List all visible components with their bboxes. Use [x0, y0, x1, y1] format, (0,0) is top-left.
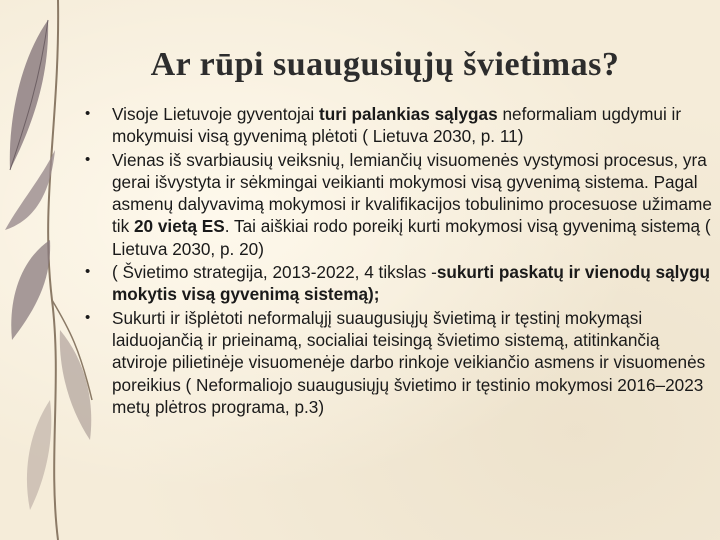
list-item: • Vienas iš svarbiausių veiksnių, lemiančių visuomenės vystymosi procesus, yra gerai išvystyta ir sėkmingai veikianti mokymosi visą gyvenimą sistema. Pagal asmenų dalyvavimą mokymosi ir kvalifikacijos tobulinimo procesuose užimame tik 20 vietą ES. Tai aiškiai rodo poreikį kurti mokymosi visą gyvenimą sistemą ( Lietuva 2030, p. 20) — [85, 149, 712, 259]
emphasis: sukurti paskatų ir vienodų sąlygų mokytis visą gyvenimą sistemą); — [112, 262, 710, 305]
list-item: • ( Švietimo strategija, 2013-2022, 4 tikslas -sukurti paskatų ir vienodų sąlygų mokytis visą gyvenimą sistemą); — [85, 262, 710, 305]
bullet-glyph: • — [85, 263, 91, 281]
bullet-glyph: • — [85, 308, 91, 326]
emphasis: turi palankias sąlygas — [319, 104, 498, 124]
list-item: • Visoje Lietuvoje gyventojai turi palankias sąlygas neformaliam ugdymui ir mokymuisi visą gyvenimą plėtoti ( Lietuva 2030, p. 11) — [85, 104, 682, 147]
bullet-list — [82, 103, 712, 419]
list-item: • Sukurti ir išplėtoti neformalųjį suaugusiųjų švietimą ir tęstinį mokymąsi laiduojančią ir prieinamą, socialiai teisingą švietimo sistemą, atitinkančią atviroje pilietinėje visuomenėje darbo rinkoje veikiančio asmens ir visuomenės poreikius ( Neformaliojo suaugusiųjų švietimo ir tęstinio mokymosi 2016–2023 metų plėtros programa, p.3) — [85, 307, 706, 417]
bullet-glyph: • — [85, 150, 91, 168]
slide-title: Ar rūpi suaugusiųjų švietimas? — [150, 46, 620, 83]
bullet-glyph: • — [85, 105, 91, 122]
emphasis: 20 vietą ES — [133, 216, 225, 237]
